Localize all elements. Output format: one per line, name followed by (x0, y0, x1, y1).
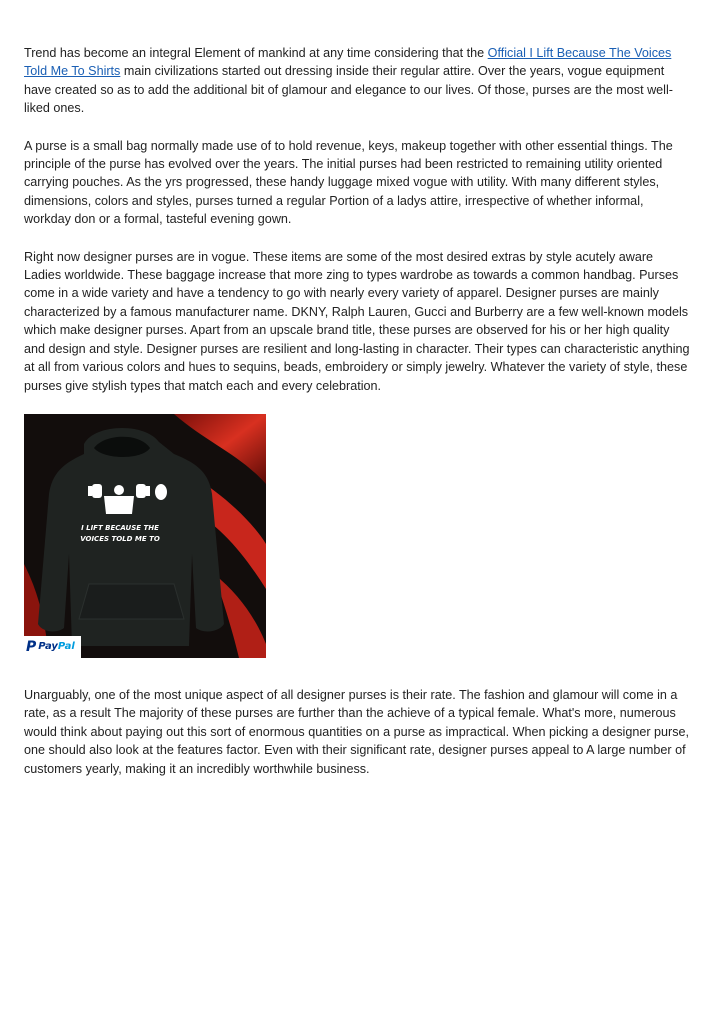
paragraph-intro-text-end: main civilizations started out dressing inside their regular attire. Over the years, vogue equipment have created so as to add the additional bit of glamour and elegance to our lives. Of those, purses are the most well-liked ones. (24, 64, 673, 116)
paragraph-purse-price: Unarguably, one of the most unique aspect of all designer purses is their rate. The fashion and glamour will come in a rate, as a result The majority of these purses are further than the achieve of a typical female. What's more, numerous would think about paying out this sort of enormous quantities on a purse as impractical. When picking a designer purse, one should also look at the features factor. Even with their significant rate, designer purses appeal to A large number of customers yearly, making it an incredibly worthwhile business. (24, 687, 690, 776)
article-body (24, 44, 692, 797)
paragraph-intro (24, 44, 692, 118)
paragraph-designer-purses: Right now designer purses are in vogue. These items are some of the most desired extras by style acutely aware Ladies worldwide. These baggage increase that more zing to types wardrobe as towards a common handbag. Purses come in a wide variety and have a tendency to go with nearly every variety of apparel. Designer purses are mainly characterized by a famous manufacturer name. DKNY, Ralph Lauren, Gucci and Burberry are a few well-known models which make designer purses. Apart from an upscale brand title, these purses are observed for his or her high quality and design and style. Designer purses are resilient and long-lasting in character. Their types can characteristic anything at all from various colors and hues to sequins, beads, embroidery or simply jewelry. Whatever the variety of style, these purses give stylish types that match each and every celebration. (24, 249, 690, 393)
shirt-product-link[interactable]: Official I Lift Because The Voices Told Me To Shirts (24, 46, 672, 79)
paypal-wordmark-pal: Pal (57, 641, 75, 653)
paypal-icon: P (26, 638, 37, 655)
hoodie-product-image[interactable] (24, 414, 266, 658)
shirt-print-line-2: VOICES TOLD ME TO (80, 534, 160, 543)
shirt-print-line-1: I LIFT BECAUSE THE (81, 523, 159, 532)
paypal-wordmark-pay: Pay (38, 641, 58, 653)
hoodie-illustration (24, 414, 266, 658)
hoodie-pocket (79, 584, 184, 619)
paragraph-intro-text-start: Trend has become an integral Element of mankind at any time considering that the (24, 46, 488, 60)
paypal-wordmark (38, 641, 75, 652)
paypal-badge[interactable] (24, 636, 81, 658)
paragraph-purse-history: A purse is a small bag normally made use of to hold revenue, keys, makeup together with other essential things. The principle of the purse has evolved over the years. The initial purses had been restricted to remaining utility oriented carrying pouches. As the yrs progressed, these handy luggage mixed vogue with utility. With many different styles, dimensions, colors and styles, purses turned a regular Portion of a ladys attire, irrespective of whether informal, workday don or a formal, tasteful evening gown. (24, 138, 673, 227)
